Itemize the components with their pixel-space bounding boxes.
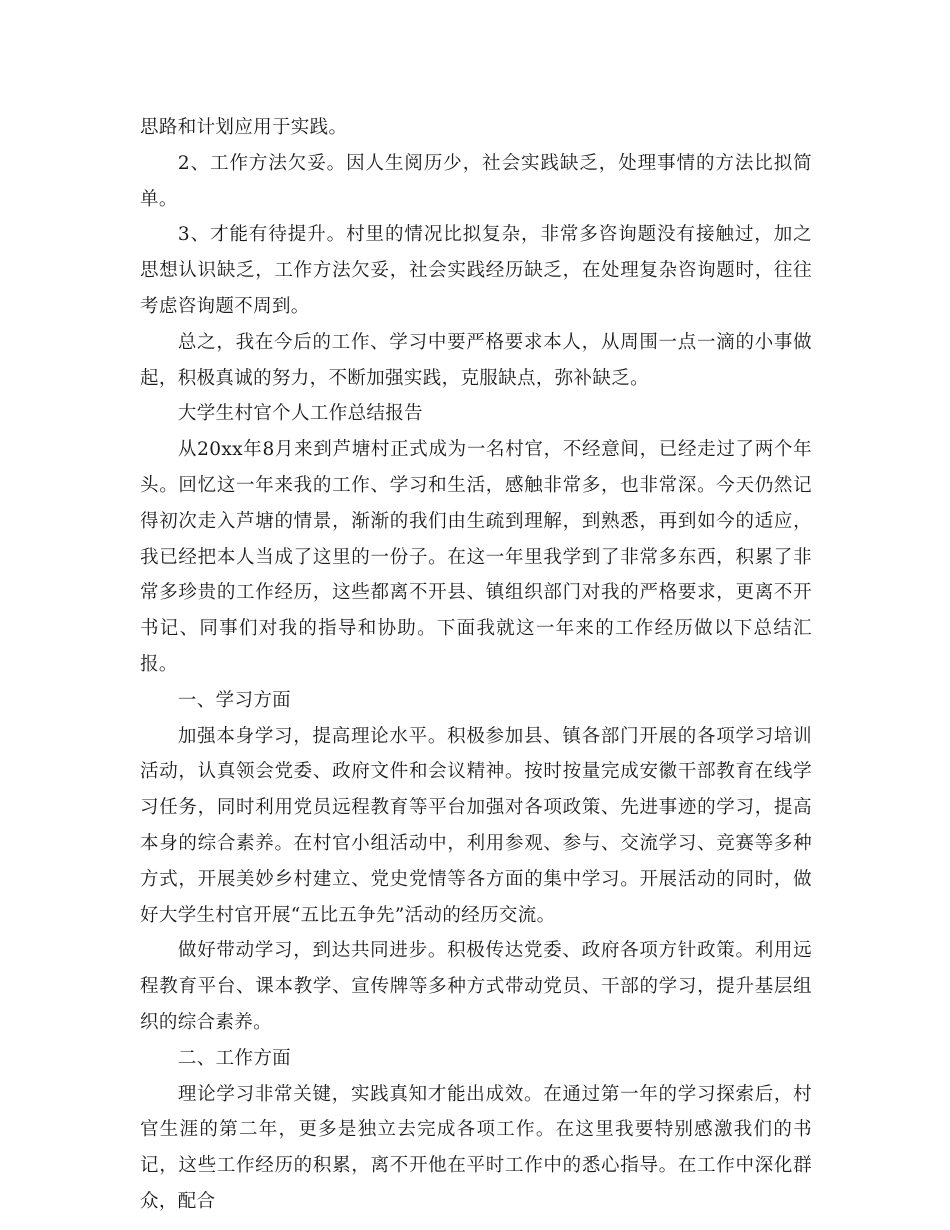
section-heading-work: 二、工作方面 (177, 1047, 292, 1069)
paragraph-2: 2、工作方法欠妥。因人生阅历少，社会实践缺乏，处理事情的方法比拟简单。 (140, 152, 812, 210)
paragraph-study-1: 加强本身学习，提高理论水平。积极参加县、镇各部门开展的各项学习培训活动，认真领会党委、政府文件和会议精神。按时按量完成安徽干部教育在线学习任务，同时利用党员远程教育等平台加强对各项政策、先进事迹的学习，提高本身的综合素养。在村官小组活动中，利用参观、参与、交流学习、竞赛等多种方式，开展美妙乡村建立、党史党情等各方面的集中学习。开展活动的同时，做好大学生村官开展“五比五争先”活动的经历交流。 (140, 725, 812, 926)
paragraph-study-2: 做好带动学习，到达共同进步。积极传达党委、政府各项方针政策。利用远程教育平台、课本教学、宣传牌等多种方式带动党员、干部的学习，提升基层组织的综合素养。 (140, 940, 812, 1033)
section-heading-study: 一、学习方面 (177, 689, 292, 711)
paragraph-1: 思路和计划应用于实践。 (140, 117, 348, 138)
paragraph-intro: 从20xx年8月来到芦塘村正式成为一名村官，不经意间，已经走过了两个年头。回忆这一年来我的工作、学习和生活，感触非常多，也非常深。今天仍然记得初次走入芦塘的情景，渐渐的我们由生疏到理解，到熟悉，再到如今的适应，我已经把本人当成了这里的一份子。在这一年里我学到了非常多东西，积累了非常多珍贵的工作经历，这些都离不开县、镇组织部门对我的严格要求，更离不开书记、同事们对我的指导和协助。下面我就这一年来的工作经历做以下总结汇报。 (140, 439, 812, 675)
report-title: 大学生村官个人工作总结报告 (177, 403, 423, 425)
paragraph-3: 3、才能有待提升。村里的情况比拟复杂，非常多咨询题没有接触过，加之思想认识缺乏，工作方法欠妥，社会实践经历缺乏，在处理复杂咨询题时，往往考虑咨询题不周到。 (140, 224, 812, 317)
paragraph-work-1: 理论学习非常关键，实践真知才能出成效。在通过第一年的学习探索后，村官生涯的第二年，更多是独立去完成各项工作。在这里我要特别感激我们的书记，这些工作经历的积累，离不开他在平时工作中的悉心指导。在工作中深化群众，配合 (140, 1083, 812, 1212)
document-body (140, 110, 812, 1220)
paragraph-4: 总之，我在今后的工作、学习中要严格要求本人，从周围一点一滴的小事做起，积极真诚的努力，不断加强实践，克服缺点，弥补缺乏。 (140, 331, 812, 389)
